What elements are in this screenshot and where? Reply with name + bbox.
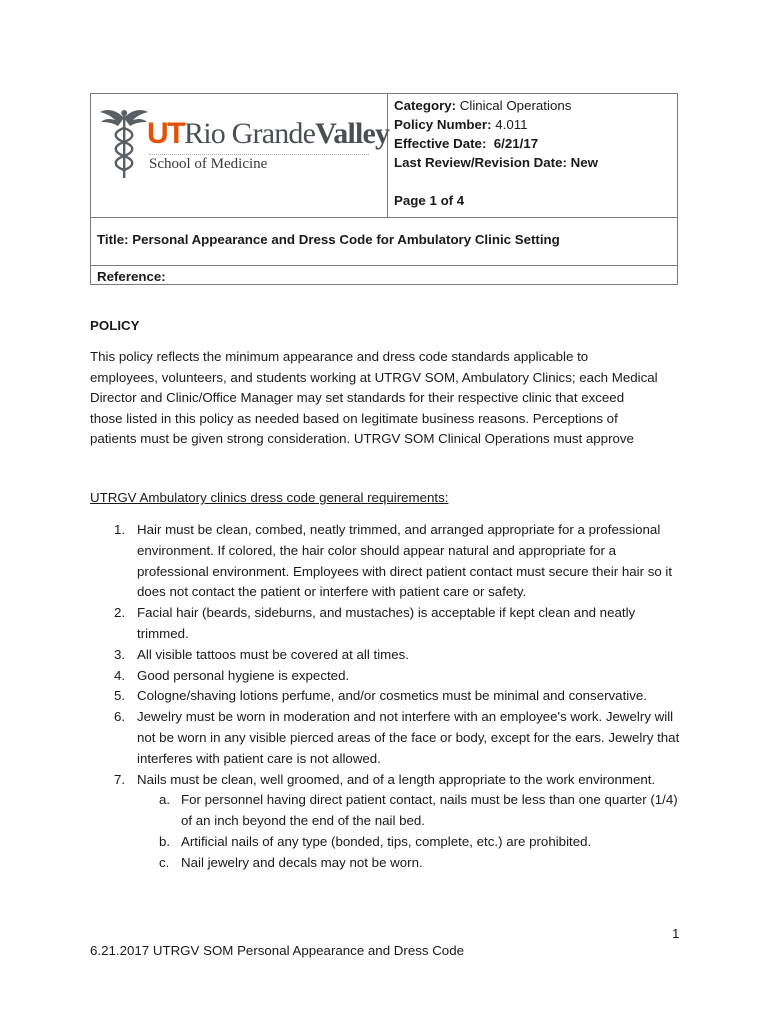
item-text: Cologne/shaving lotions perfume, and/or cosmetics must be minimal and conservative. <box>137 688 647 704</box>
list-item <box>90 520 690 603</box>
item-number: 2. <box>114 605 126 621</box>
logo-cell <box>91 94 388 217</box>
review-date-value: New <box>570 155 598 170</box>
logo-ut: UT <box>147 117 184 150</box>
policy-heading: POLICY <box>90 318 140 333</box>
item-text: Hair must be clean, combed, neatly trimmed, and arranged appropriate for a professional environment. If colored, the hair color should appear natural and appropriate for a professional environment. Employees with direct patient contact must secure their hair so it does not contact the patient or interfere with patient care or safety. <box>137 522 673 600</box>
policy-reference: Reference: <box>91 265 677 286</box>
paragraph-line: patients must be given strong consideration. UTRGV SOM Clinical Operations must approve <box>90 431 634 446</box>
subitem-text: For personnel having direct patient contact, nails must be less than one quarter (1/4) of an inch beyond the end of the nail bed. <box>181 792 678 829</box>
item-text: Jewelry must be worn in moderation and not interfere with an employee's work. Jewelry will not be worn in any visible pierced areas of the face or body, except for the ears. Jewelry that interferes with patient care is not allowed. <box>137 709 680 766</box>
logo-subtitle: School of Medicine <box>149 156 268 172</box>
logo-wordmark <box>147 118 389 150</box>
item-text: Good personal hygiene is expected. <box>137 667 350 683</box>
item-number: 1. <box>114 522 126 537</box>
item-number: 4. <box>114 667 126 683</box>
effective-date-line <box>394 134 677 153</box>
item-text: Facial hair (beards, sideburns, and mustaches) is acceptable if kept clean and neatly trimmed. <box>137 605 636 641</box>
logo-rio-grande: Rio Grande <box>184 117 316 150</box>
policy-title: Title: Personal Appearance and Dress Code for Ambulatory Clinic Setting <box>91 217 677 265</box>
effective-date-label: Effective Date: <box>394 136 487 151</box>
requirements-list <box>90 520 690 874</box>
effective-date-value: 6/21/17 <box>493 136 539 151</box>
policy-meta-cell <box>388 94 677 217</box>
page-of-total: Page 1 of 4 <box>394 193 465 208</box>
list-item <box>90 707 690 769</box>
policy-number-line <box>394 115 677 134</box>
list-item <box>90 603 690 645</box>
requirements-heading: UTRGV Ambulatory clinics dress code general requirements: <box>90 490 449 505</box>
sub-list-item <box>137 790 690 832</box>
page-number: 1 <box>672 926 680 941</box>
paragraph-line: Director and Clinic/Office Manager may set standards for their respective clinic that exceed <box>90 390 625 405</box>
list-item <box>90 686 690 707</box>
review-date-line <box>394 153 677 172</box>
paragraph-line: This policy reflects the minimum appearance and dress code standards applicable to <box>90 349 589 364</box>
page-footer: 6.21.2017 UTRGV SOM Personal Appearance and Dress Code <box>90 943 464 958</box>
policy-header-table <box>90 93 678 285</box>
category-value: Clinical Operations <box>459 98 572 113</box>
subitem-text: Artificial nails of any type (bonded, tips, complete, etc.) are prohibited. <box>181 833 592 849</box>
paragraph-line: those listed in this policy as needed based on legitimate business reasons. Perceptions of <box>90 410 618 426</box>
caduceus-icon <box>99 104 149 184</box>
sub-list-item <box>137 832 690 853</box>
list-item <box>90 645 690 666</box>
subitem-letter: c. <box>159 854 170 870</box>
review-date-label: Last Review/Revision Date: <box>394 155 567 170</box>
policy-paragraph <box>90 347 690 450</box>
list-item <box>90 666 690 687</box>
sub-list-item <box>137 853 690 874</box>
item-number: 6. <box>114 709 126 725</box>
category-label: Category: <box>394 98 457 113</box>
policy-number-value: 4.011 <box>495 117 528 132</box>
paragraph-line: employees, volunteers, and students working at UTRGV SOM, Ambulatory Clinics; each Medical <box>90 369 658 385</box>
logo-valley: Valley <box>315 117 390 150</box>
list-item <box>90 770 690 874</box>
logo-divider <box>149 154 369 155</box>
subitem-text: Nail jewelry and decals may not be worn. <box>181 854 423 870</box>
item-text: Nails must be clean, well groomed, and of a length appropriate to the work environment. <box>137 771 656 787</box>
subitem-letter: a. <box>159 792 171 808</box>
nail-subitems-list <box>137 790 690 873</box>
item-number: 7. <box>114 771 126 787</box>
item-number: 3. <box>114 646 126 662</box>
policy-number-label: Policy Number: <box>394 117 492 132</box>
item-text: All visible tattoos must be covered at all times. <box>137 646 409 662</box>
item-number: 5. <box>114 688 126 704</box>
subitem-letter: b. <box>159 833 171 849</box>
category-line <box>394 96 677 115</box>
